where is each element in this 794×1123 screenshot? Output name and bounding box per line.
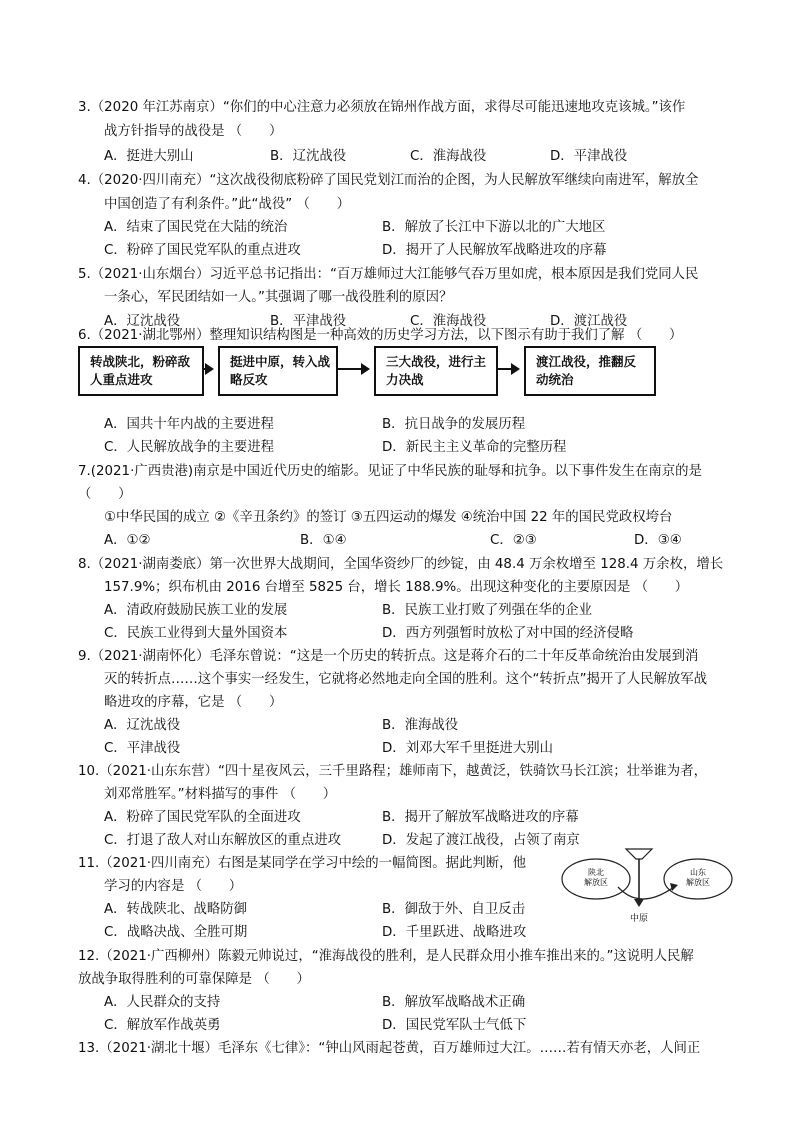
q3-option-b[interactable]: B．辽沈战役	[270, 149, 347, 164]
q11-stem-line2: 学习的内容是 （ ）	[104, 879, 243, 894]
q12-option-c[interactable]: C．解放军作战英勇	[104, 1018, 221, 1033]
q8-option-c[interactable]: C．民族工业得到大量外国资本	[104, 626, 288, 641]
q3-option-a[interactable]: A．挺进大别山	[104, 149, 194, 164]
q11-stem-line1: 11.（2021·四川南充）右图是某同学在学习中绘的一幅简图。据此判断，他	[78, 856, 526, 871]
q3-stem-line1: 3.（2020 年江苏南京）“你们的中心注意力必须放在锦州作战方面，求得尽可能迅速地攻克该城。”该作	[78, 100, 686, 115]
q10-stem-line2: 刘邓常胜军。”材料描写的事件 （ ）	[104, 787, 337, 802]
q6-flow-arrow-1	[204, 368, 212, 370]
q5-option-b[interactable]: B．平津战役	[270, 314, 347, 329]
q10-option-d[interactable]: D．发起了渡江战役，占领了南京	[382, 833, 580, 848]
q11-option-b[interactable]: B．御敌于外、自卫反击	[382, 902, 526, 917]
q11-right-label-2: 解放区	[686, 878, 710, 887]
q3-stem-line2: 战方针指导的战役是 （ ）	[104, 124, 283, 139]
q6-flow-box-4: 渡江战役，推翻反动统治	[524, 346, 656, 396]
q12-options-row1	[104, 991, 724, 1013]
q12-options-row2	[104, 1014, 724, 1036]
q8-option-a[interactable]: A．清政府鼓励民族工业的发展	[104, 603, 288, 618]
q10-option-a[interactable]: A．粉碎了国民党军队的全面进攻	[104, 810, 301, 825]
q6-flow-diagram	[78, 346, 726, 402]
q11-figure-svg	[556, 841, 736, 931]
q9-option-a[interactable]: A．辽沈战役	[104, 718, 181, 733]
q11-option-a[interactable]: A．转战陕北、战略防御	[104, 902, 248, 917]
q9-options-row1	[104, 714, 724, 736]
q6-option-b[interactable]: B．抗日战争的发展历程	[382, 417, 526, 432]
q11-figure	[556, 841, 736, 931]
q5-option-c[interactable]: C．淮海战役	[410, 314, 487, 329]
q4-option-d[interactable]: D．揭开了人民解放军战略进攻的序幕	[382, 243, 607, 258]
q3-options	[104, 145, 724, 167]
q4-stem-line1: 4.（2020·四川南充）“这次战役彻底粉碎了国民党划江而治的企图，为人民解放军继续向南进军，解放全	[78, 173, 699, 188]
q8-options-row1	[104, 599, 724, 621]
q11-down-arrowhead	[634, 899, 644, 907]
q11-bottom-label: 中原	[629, 914, 649, 924]
q12-stem-line2: 放战争取得胜利的可靠保障是 （ ）	[78, 972, 310, 987]
q8-option-b[interactable]: B．民族工业打败了列强在华的企业	[382, 603, 593, 618]
q5-option-a[interactable]: A．辽沈战役	[104, 314, 181, 329]
q8-stem-line2: 157.9%；织布机由 2016 台增至 5825 台，增长 188.9%。出现这种变化的主要原因是 （ ）	[104, 580, 689, 595]
q8-stem-line1: 8.（2021·湖南娄底）第一次世界大战期间，全国华资纱厂的纱锭，由 48.4 万余枚增至 128.4 万余枚，增长	[78, 557, 724, 572]
q4-option-b[interactable]: B．解放了长江中下游以北的广大地区	[382, 220, 606, 235]
q3-option-c[interactable]: C．淮海战役	[410, 149, 487, 164]
q6-option-a[interactable]: A．国共十年内战的主要进程	[104, 417, 274, 432]
q12-option-a[interactable]: A．人民群众的支持	[104, 995, 221, 1010]
q7-option-a[interactable]: A．①②	[104, 533, 151, 548]
q12-option-b[interactable]: B．解放军战略战术正确	[382, 995, 526, 1010]
q7-stem-line1: 7.(2021·广西贵港)南京是中国近代历史的缩影。见证了中华民族的耻辱和抗争。以下事件发生在南京的是	[78, 464, 702, 479]
q5-stem-line2: 一条心，军民团结如一人。”其强调了哪一战役胜利的原因？	[104, 290, 453, 305]
q4-stem-line2: 中国创造了有利条件。”此“战役” （ ）	[104, 197, 351, 212]
q7-options	[104, 529, 724, 551]
q6-stem-line1: 6.（2021·湖北鄂州）整理知识结构图是一种高效的历史学习方法，以下图示有助于我们了解 （ ）	[78, 328, 683, 343]
q7-stem-line2: （ ）	[78, 487, 132, 502]
q9-stem-line3: 略进攻的序幕，它是 （ ）	[104, 695, 283, 710]
q9-stem-line2: 灭的转折点……这个事实一经发生，它就将必然地走向全国的胜利。这个“转折点”揭开了人民解放军战	[104, 672, 708, 687]
q9-options-row2	[104, 737, 724, 759]
q10-stem-line1: 10.（2021·山东东营）“四十星夜风云，三千里路程；雄师南下，越黄泛，铁骑饮马长江滨；壮举谁为者，	[78, 764, 707, 779]
q6-options-row1	[104, 413, 724, 435]
q8-options-row2	[104, 622, 724, 644]
q4-options-row1	[104, 216, 724, 238]
q8-option-d[interactable]: D．西方列强暂时放松了对中国的经济侵略	[382, 626, 634, 641]
q4-option-a[interactable]: A．结束了国民党在大陆的统治	[104, 220, 288, 235]
q7-option-b[interactable]: B．①④	[300, 533, 347, 548]
q9-option-c[interactable]: C．平津战役	[104, 741, 181, 756]
q12-stem-line1: 12.（2021·广西柳州）陈毅元帅说过，“淮海战役的胜利，是人民群众用小推车推出来的。”这说明人民解	[78, 949, 694, 964]
q7-items: ①中华民国的成立 ②《辛丑条约》的签订 ③五四运动的爆发 ④统治中国 22 年的国民党政权垮台	[104, 510, 673, 525]
q11-left-label-1: 陕北	[588, 868, 604, 877]
q6-flow-arrow-3	[498, 368, 518, 370]
q7-option-c[interactable]: C．②③	[490, 533, 537, 548]
q3-option-d[interactable]: D．平津战役	[550, 149, 628, 164]
q5-option-d[interactable]: D．渡江战役	[550, 314, 628, 329]
q9-option-d[interactable]: D．刘邓大军千里挺进大别山	[382, 741, 553, 756]
q11-left-label-2: 解放区	[584, 878, 608, 887]
q11-option-d[interactable]: D．千里跃进、战略进攻	[382, 925, 527, 940]
q11-curve-arrowhead	[670, 883, 678, 891]
q6-flow-arrow-2	[338, 368, 368, 370]
q6-option-d[interactable]: D．新民主主义革命的完整历程	[382, 440, 567, 455]
q6-flow-box-2: 挺进中原，转入战略反攻	[218, 346, 338, 396]
q6-option-c[interactable]: C．人民解放战争的主要进程	[104, 440, 275, 455]
q9-option-b[interactable]: B．淮海战役	[382, 718, 459, 733]
q9-stem-line1: 9.（2021·湖南怀化）毛泽东曾说：“这是一个历史的转折点。这是蒋介石的二十年反革命统治由发展到消	[78, 649, 699, 664]
q13-stem-line1: 13.（2021·湖北十堰）毛泽东《七律》：“钟山风雨起苍黄，百万雄师过大江。……若有情天亦老，人间正	[78, 1041, 701, 1056]
q4-option-c[interactable]: C．粉碎了国民党军队的重点进攻	[104, 243, 301, 258]
q6-options-row2	[104, 436, 724, 458]
q12-option-d[interactable]: D．国民党军队士气低下	[382, 1018, 527, 1033]
q11-right-label-1: 山东	[690, 868, 706, 877]
q11-funnel-shape	[626, 849, 652, 859]
q11-option-c[interactable]: C．战略决战、全胜可期	[104, 925, 248, 940]
q10-option-b[interactable]: B．揭开了解放军战略进攻的序幕	[382, 810, 579, 825]
q10-option-c[interactable]: C．打退了敌人对山东解放区的重点进攻	[104, 833, 341, 848]
q6-flow-box-1: 转战陕北，粉碎敌人重点进攻	[78, 346, 204, 396]
q4-options-row2	[104, 239, 724, 261]
q5-stem-line1: 5.（2021·山东烟台）习近平总书记指出：“百万雄师过大江能够气吞万里如虎，根本原因是我们党同人民	[78, 267, 699, 282]
q6-flow-box-3: 三大战役，进行主力决战	[374, 346, 498, 396]
q7-option-d[interactable]: D．③④	[634, 533, 682, 548]
q10-options-row1	[104, 806, 724, 828]
